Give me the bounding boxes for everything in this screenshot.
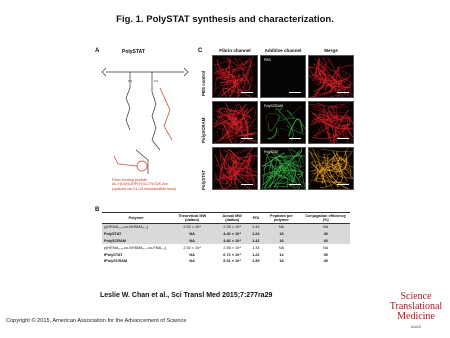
chem-subscript-a: 0.3 xyxy=(128,79,133,83)
table-cell: 1.42 xyxy=(252,238,260,243)
table-cell: NA xyxy=(170,238,214,245)
panel-b-label: B xyxy=(95,207,100,213)
table-cell: 35 xyxy=(323,252,328,257)
table-cell: 16 xyxy=(262,231,302,238)
panel-a-label: A xyxy=(95,48,100,54)
table-cell: 2.58 × 10⁴ xyxy=(223,245,241,250)
micro-polystat-merge xyxy=(308,147,354,190)
peptide-caption-line-3: (cyclized via C3-C8 monodisulfide bond) xyxy=(112,186,177,191)
table-cell: 40 xyxy=(301,238,350,245)
table-cell: 6.72 × 10⁴ xyxy=(223,252,242,257)
table-cell: 18 xyxy=(279,259,284,264)
scale-bar xyxy=(241,138,253,140)
logo-line-2: Translational xyxy=(389,301,443,312)
scale-bar xyxy=(289,138,301,140)
column-header-merge: Merge xyxy=(324,48,338,53)
table-row xyxy=(102,224,350,231)
micro-pbs-merge xyxy=(308,55,354,98)
table-cell: PolySCRAM xyxy=(102,238,170,245)
table-cell: p(HEMA₀.₈-co-NHSMA₀.₁-co-FMA₀.₁) xyxy=(104,245,167,250)
table-cell: NA xyxy=(189,252,195,257)
chem-title: PolySTAT xyxy=(122,49,145,55)
table-cell: 1.24 xyxy=(252,232,260,237)
table-cell: 1.22 xyxy=(252,252,260,257)
table-cell: 4.40 × 10⁴ xyxy=(214,231,250,238)
micro-pbs-additive xyxy=(260,55,306,98)
citation: Leslie W. Chan et al., Sci Transl Med 2015;7:277ra29 xyxy=(100,292,273,299)
table-header: Conjugation efficiency (%) xyxy=(301,213,350,224)
table-cell: fPolySTAT xyxy=(104,252,123,257)
polymer-table xyxy=(102,212,350,265)
micro-tag-polystat: PolySTAT xyxy=(264,150,279,154)
row-label-polyscram: PolySCRAM xyxy=(201,117,206,143)
table-cell: 45 xyxy=(323,259,328,264)
table-cell: 14 xyxy=(279,252,284,257)
column-header-additive: Additive channel xyxy=(264,48,302,53)
micro-pbs-fibrin xyxy=(212,55,258,98)
table-cell: 4.66 × 10⁴ xyxy=(214,238,250,245)
table-cell: NA xyxy=(323,245,329,250)
copyright: Copyright © 2015, American Association for the Advancement of Science xyxy=(6,318,187,324)
table-cell: 2.92 × 10⁴ xyxy=(170,224,214,231)
table-header: Peptides per polymer xyxy=(262,213,302,224)
micro-polystat-additive xyxy=(260,147,306,190)
table-cell: NA xyxy=(189,259,195,264)
logo-aaas: AAAS xyxy=(410,324,422,329)
table-cell: fPolySCRAM xyxy=(104,259,128,264)
logo-line-3: Medicine xyxy=(397,311,435,322)
micro-polyscram-fibrin xyxy=(212,101,258,144)
table-header-row xyxy=(102,213,350,224)
table-header: Theoretical MW (dalton) xyxy=(170,213,214,224)
chem-subscript-b: 0.6 xyxy=(154,79,159,83)
row-label-polystat: PolySTAT xyxy=(201,169,206,190)
table-header: Polymer xyxy=(102,213,170,224)
scale-bar xyxy=(241,92,253,94)
table-cell: 1.34 xyxy=(252,245,260,250)
table-cell: NA xyxy=(301,224,350,231)
table-row xyxy=(102,251,350,258)
column-header-fibrin: Fibrin channel xyxy=(219,48,251,53)
table-cell: 1.43 xyxy=(252,225,260,230)
scale-bar xyxy=(241,184,253,186)
table-cell: 2.95 × 10⁴ xyxy=(214,224,250,231)
table-row xyxy=(102,238,350,245)
scale-bar xyxy=(337,92,349,94)
table-cell: NA xyxy=(170,231,214,238)
table-cell: 2.92 × 10⁴ xyxy=(183,245,201,250)
table-cell: 16 xyxy=(262,238,302,245)
scale-bar xyxy=(337,138,349,140)
polystat-structure-diagram xyxy=(100,58,190,198)
scale-bar xyxy=(337,184,349,186)
table-header: PDI xyxy=(250,213,261,224)
table-cell: 1.35 xyxy=(252,259,260,264)
figure-title: Fig. 1. PolySTAT synthesis and characterization. xyxy=(116,14,334,25)
micro-tag-polyscram: PolySCRAM xyxy=(264,104,283,108)
row-label-pbs: PBS control xyxy=(201,70,206,96)
peptide-caption-line-1: Fibrin-binding peptide: xyxy=(112,178,148,182)
table-cell: NA xyxy=(262,224,302,231)
micro-polyscram-additive xyxy=(260,101,306,144)
scale-bar xyxy=(289,92,301,94)
peptide-caption-line-2: Ac-Y(DGt)C(HP(Y)GLCY)GQK-Am xyxy=(112,182,168,187)
micro-polystat-fibrin xyxy=(212,147,258,190)
micro-tag-pbs: PBS xyxy=(264,58,271,62)
table-row xyxy=(102,231,350,238)
panel-c-label: C xyxy=(198,48,203,54)
peptide-caption xyxy=(112,178,202,191)
table-cell: PolySTAT xyxy=(102,231,170,238)
table-cell: 5.31 × 10⁴ xyxy=(223,259,242,264)
scale-bar xyxy=(289,184,301,186)
logo-line-1: Science xyxy=(400,291,432,302)
table-cell: p(HEMA₀.₈-co-NHSMA₀.₂) xyxy=(102,224,170,231)
table-row xyxy=(102,258,350,265)
table-header: Actual MW (dalton) xyxy=(214,213,250,224)
table-cell: 40 xyxy=(301,231,350,238)
micro-polyscram-merge xyxy=(308,101,354,144)
table-row xyxy=(102,244,350,251)
journal-logo xyxy=(386,292,446,332)
table-cell: NA xyxy=(278,245,285,250)
